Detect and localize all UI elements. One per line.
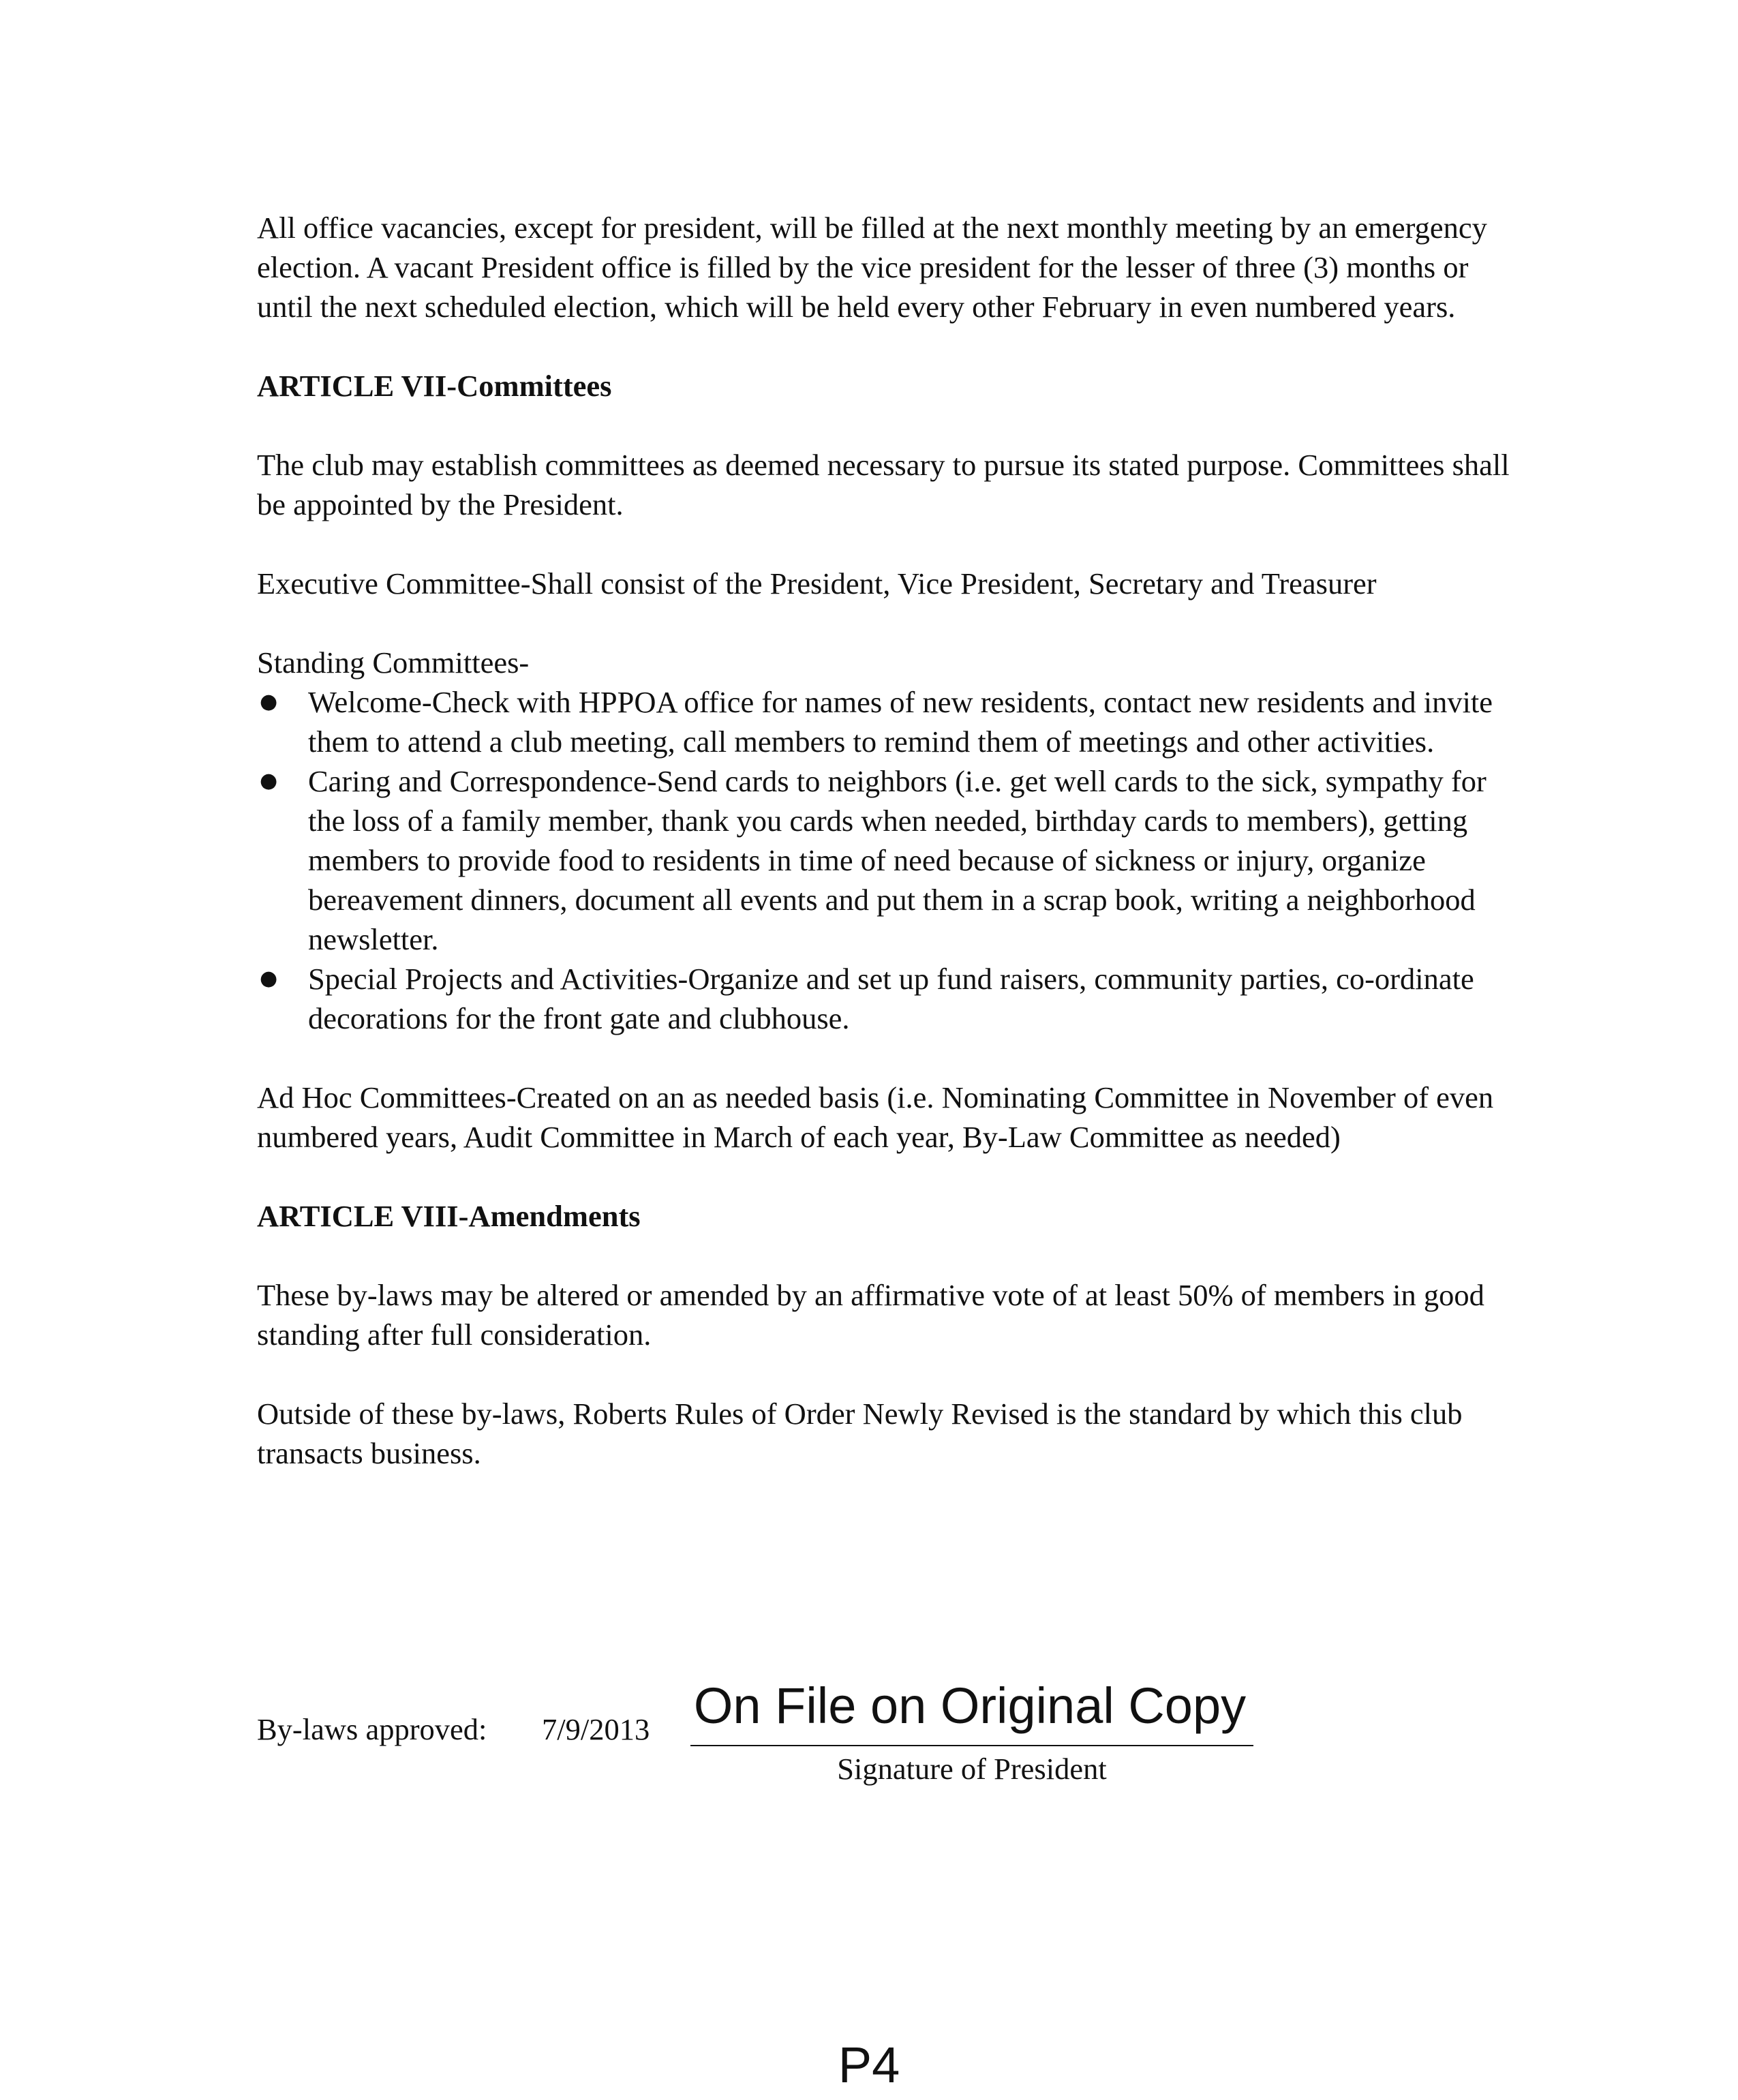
executive-committee-paragraph: Executive Committee-Shall consist of the President, Vice President, Secretary and Treasurer — [257, 566, 1377, 600]
approval-signature-block — [257, 1677, 1484, 1799]
document-body — [257, 208, 1511, 1512]
signature-line — [690, 1745, 1253, 1746]
ad-hoc-committees-paragraph: Ad Hoc Committees-Created on an as needed basis (i.e. Nominating Committee in November of even numbered years, Audit Committee in March of each year, By-Law Committee as needed) — [257, 1080, 1494, 1154]
bullet-icon: ● — [260, 690, 278, 714]
amendments-paragraph: These by-laws may be altered or amended by an affirmative vote of at least 50% of members in good standing after full consideration. — [257, 1278, 1484, 1352]
article-viii-heading: ARTICLE VIII-Amendments — [257, 1199, 641, 1233]
list-item-text: Welcome-Check with HPPOA office for names of new residents, contact new residents and invite them to attend a club meeting, call members to remind them of meetings and other activities. — [308, 685, 1493, 759]
signature-caption: Signature of President — [837, 1752, 1107, 1786]
vacancies-paragraph: All office vacancies, except for president, will be filled at the next monthly meeting by an emergency election. A vacant President office is filled by the vice president for the lesser of three (3) months or until the next scheduled election, which will be held every other February in even numbered years. — [257, 211, 1487, 324]
standing-committees-list — [257, 682, 1511, 1038]
page-number: P4 — [838, 2037, 900, 2093]
list-item-text: Caring and Correspondence-Send cards to neighbors (i.e. get well cards to the sick, sympathy for the loss of a family member, thank you cards when needed, birthday cards to members), getting members to provide food to residents in time of need because of sickness or injury, organize bereavement dinners, document all events and put them in a scrap book, writing a neighborhood newsletter. — [308, 764, 1487, 956]
list-item — [257, 761, 1511, 959]
list-item — [257, 682, 1511, 761]
list-item-text: Special Projects and Activities-Organize and set up fund raisers, community parties, co-ordinate decorations for the front gate and clubhouse. — [308, 962, 1474, 1035]
approval-label: By-laws approved: — [257, 1712, 487, 1746]
bullet-icon: ● — [260, 967, 278, 990]
article-vii-heading: ARTICLE VII-Committees — [257, 369, 612, 403]
bullet-icon: ● — [260, 769, 278, 793]
signature-stamp-text: On File on Original Copy — [693, 1677, 1247, 1734]
list-item — [257, 959, 1511, 1038]
standing-committees-heading: Standing Committees- — [257, 645, 530, 680]
approval-date: 7/9/2013 — [542, 1712, 650, 1746]
roberts-rules-paragraph: Outside of these by-laws, Roberts Rules of Order Newly Revised is the standard by which this club transacts business. — [257, 1397, 1463, 1470]
committees-intro-paragraph: The club may establish committees as deemed necessary to pursue its stated purpose. Committees shall be appointed by the President. — [257, 448, 1510, 521]
